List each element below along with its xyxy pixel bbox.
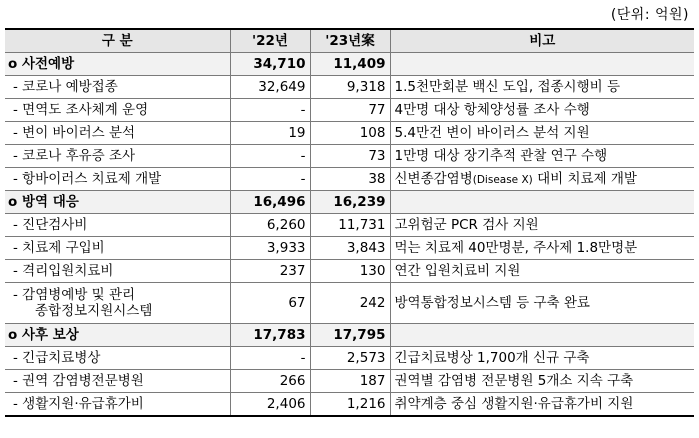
row-note <box>390 191 694 214</box>
row-note: 고위험군 PCR 검사 지원 <box>390 214 694 237</box>
row-name: - 면역도 조사체계 운영 <box>5 99 230 122</box>
value-2023: 3,843 <box>310 237 390 260</box>
row-name: - 코로나 예방접종 <box>5 76 230 99</box>
row-name: o 사전예방 <box>5 53 230 76</box>
row-note: 연간 입원치료비 지원 <box>390 260 694 283</box>
header-row <box>5 29 694 53</box>
row-note: 권역별 감염병 전문병원 5개소 지속 구축 <box>390 370 694 393</box>
note-part-small: (Disease X) <box>472 173 533 186</box>
note-part: 신변종감염병 <box>394 170 473 187</box>
row-name: - 격리입원치료비 <box>5 260 230 283</box>
row-note: 1.5천만회분 백신 도입, 접종시행비 등 <box>390 76 694 99</box>
value-2023: 17,795 <box>310 324 390 347</box>
value-2022: 2,406 <box>230 393 310 417</box>
row-note <box>390 168 694 191</box>
row-note <box>390 324 694 347</box>
header-category: 구 분 <box>5 29 230 53</box>
value-2023: 108 <box>310 122 390 145</box>
value-2023: 38 <box>310 168 390 191</box>
value-2023: 2,573 <box>310 347 390 370</box>
value-2022: 34,710 <box>230 53 310 76</box>
row-name: - 변이 바이러스 분석 <box>5 122 230 145</box>
table-row <box>5 122 694 145</box>
table-row <box>5 214 694 237</box>
row-note: 방역통합정보시스템 등 구축 완료 <box>390 283 694 324</box>
header-2022: '22년 <box>230 29 310 53</box>
value-2022: 3,933 <box>230 237 310 260</box>
table-row <box>5 237 694 260</box>
value-2022: 17,783 <box>230 324 310 347</box>
value-2022: - <box>230 168 310 191</box>
value-2022: - <box>230 145 310 168</box>
category-row <box>5 324 694 347</box>
value-2022: 32,649 <box>230 76 310 99</box>
table-row <box>5 347 694 370</box>
table-row <box>5 76 694 99</box>
row-name: - 항바이러스 치료제 개발 <box>5 168 230 191</box>
value-2022: 6,260 <box>230 214 310 237</box>
value-2022: 19 <box>230 122 310 145</box>
table-row <box>5 145 694 168</box>
table-row <box>5 260 694 283</box>
row-note: 1만명 대상 장기추적 관찰 연구 수행 <box>390 145 694 168</box>
row-note: 5.4만건 변이 바이러스 분석 지원 <box>390 122 694 145</box>
value-2023: 73 <box>310 145 390 168</box>
table-row <box>5 370 694 393</box>
value-2023: 1,216 <box>310 393 390 417</box>
value-2023: 187 <box>310 370 390 393</box>
header-note: 비고 <box>390 29 694 53</box>
row-name: - 권역 감염병전문병원 <box>5 370 230 393</box>
note-part: 대비 치료제 개발 <box>532 170 637 187</box>
value-2022: - <box>230 99 310 122</box>
budget-table <box>5 28 694 417</box>
row-name: o 사후 보상 <box>5 324 230 347</box>
value-2023: 130 <box>310 260 390 283</box>
table-row <box>5 99 694 122</box>
category-row <box>5 191 694 214</box>
row-note: 4만명 대상 항체양성률 조사 수행 <box>390 99 694 122</box>
value-2023: 11,409 <box>310 53 390 76</box>
row-name: - 치료제 구입비 <box>5 237 230 260</box>
value-2022: - <box>230 347 310 370</box>
row-name <box>5 283 230 324</box>
row-name: - 긴급치료병상 <box>5 347 230 370</box>
row-name-line: 종합정보지원시스템 <box>35 303 153 319</box>
table-row <box>5 393 694 417</box>
table-row <box>5 168 694 191</box>
table-row <box>5 283 694 324</box>
row-name-line: - 감염병예방 및 관리 <box>13 287 136 303</box>
row-note <box>390 53 694 76</box>
row-name: o 방역 대응 <box>5 191 230 214</box>
row-note: 취약계층 중심 생활지원·유급휴가비 지원 <box>390 393 694 417</box>
row-note: 긴급치료병상 1,700개 신규 구축 <box>390 347 694 370</box>
row-name: - 생활지원·유급휴가비 <box>5 393 230 417</box>
value-2022: 266 <box>230 370 310 393</box>
row-note: 먹는 치료제 40만명분, 주사제 1.8만명분 <box>390 237 694 260</box>
value-2023: 9,318 <box>310 76 390 99</box>
value-2023: 11,731 <box>310 214 390 237</box>
value-2022: 67 <box>230 283 310 324</box>
value-2022: 237 <box>230 260 310 283</box>
header-2023: '23년案 <box>310 29 390 53</box>
unit-label: (단위: 억원) <box>610 7 689 23</box>
category-row <box>5 53 694 76</box>
row-name: - 코로나 후유증 조사 <box>5 145 230 168</box>
row-name: - 진단검사비 <box>5 214 230 237</box>
value-2023: 242 <box>310 283 390 324</box>
value-2022: 16,496 <box>230 191 310 214</box>
value-2023: 16,239 <box>310 191 390 214</box>
value-2023: 77 <box>310 99 390 122</box>
